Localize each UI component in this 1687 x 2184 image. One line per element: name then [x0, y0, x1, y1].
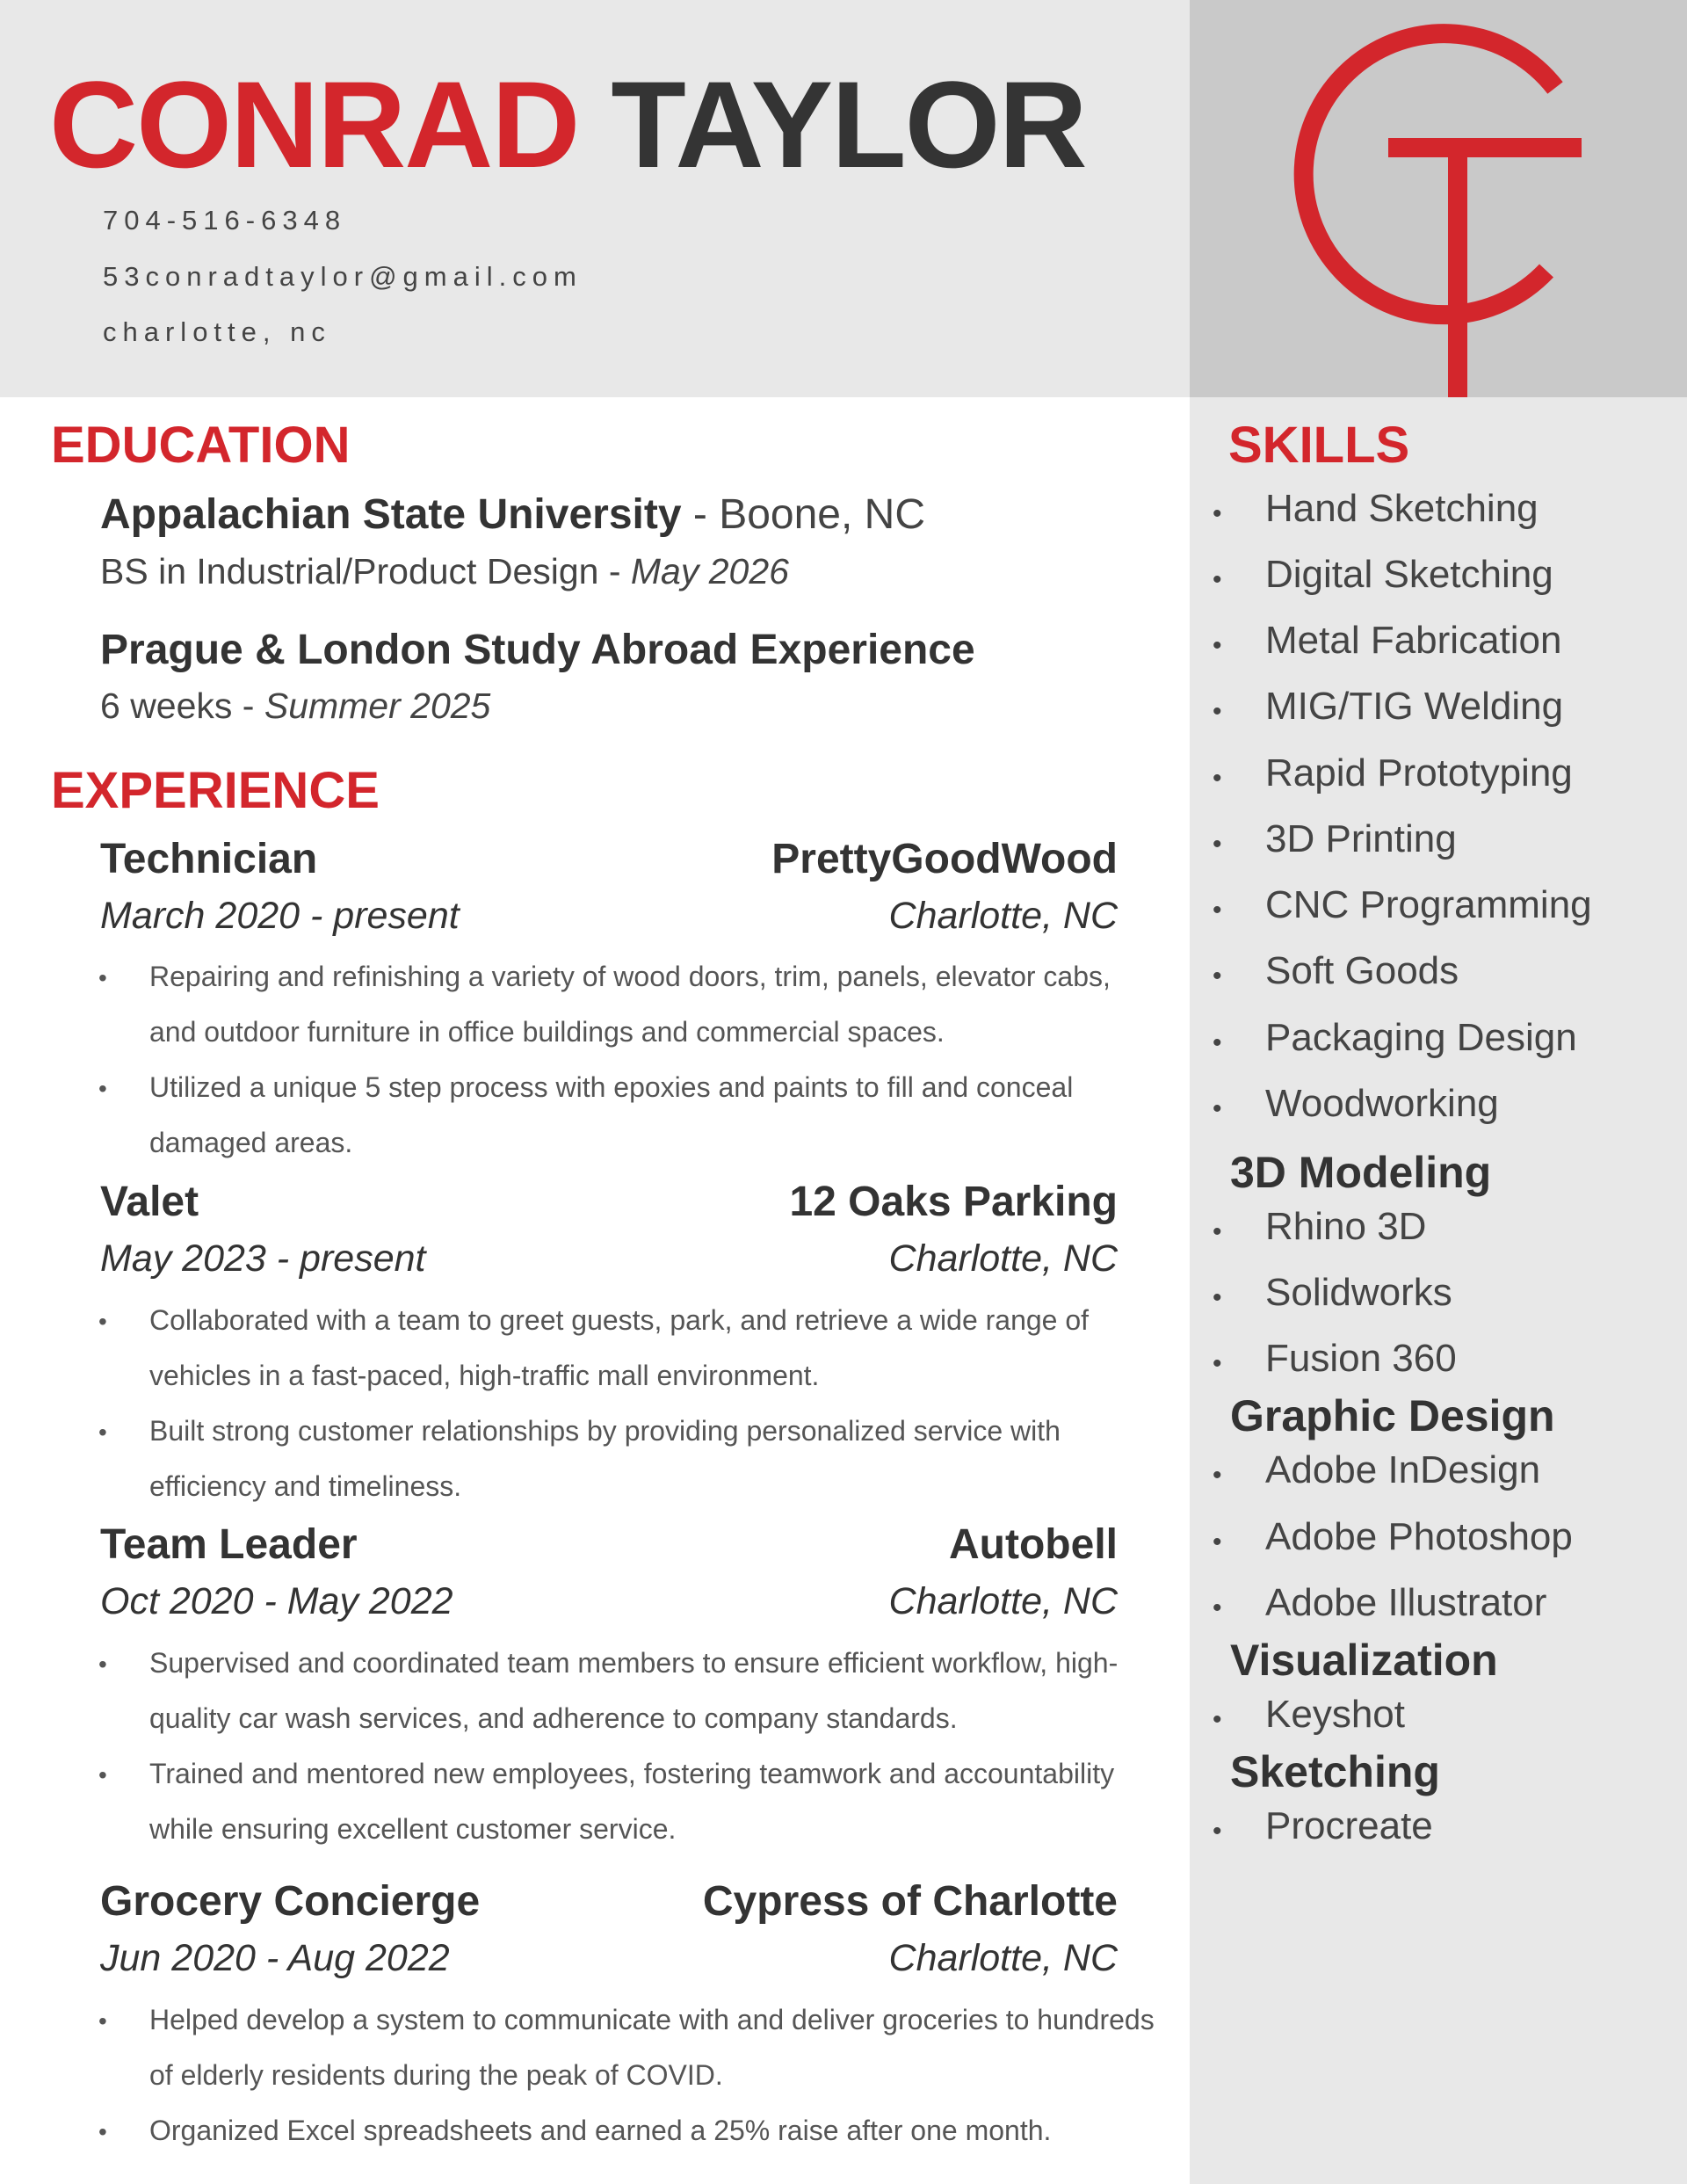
education-degree: [100, 551, 789, 592]
job-dates: Oct 2020 - May 2022: [100, 1580, 453, 1622]
skill-item: 3D Printing: [1265, 817, 1457, 860]
ct-monogram-icon: [1283, 9, 1599, 397]
job-bullet: Repairing and refinishing a variety of wood doors, trim, panels, elevator cabs, and outdoor furniture in office buildings and commercial spaces.: [149, 961, 1111, 1048]
bullet-dot: •: [98, 2007, 107, 2035]
job-bullet: Trained and mentored new employees, fostering teamwork and accountability while ensuring excellent customer service.: [149, 1758, 1115, 1845]
bullet-dot: •: [1213, 1705, 1222, 1734]
skill-item: CNC Programming: [1265, 883, 1592, 926]
skill-item: Keyshot: [1265, 1693, 1405, 1736]
education-school: [100, 490, 925, 539]
bullet-dot: •: [98, 1308, 107, 1335]
degree-text: 6 weeks -: [100, 686, 264, 726]
bullet-dot: •: [1213, 961, 1222, 990]
job-bullet: Helped develop a system to communicate with and deliver groceries to hundreds of elderly residents during the peak of COVID.: [149, 2004, 1155, 2091]
job-role: Technician: [100, 836, 318, 882]
job-dates: March 2020 - present: [100, 895, 460, 937]
bullet-dot: •: [1213, 830, 1222, 859]
job-dates: Jun 2020 - Aug 2022: [100, 1937, 450, 1979]
bullet-dot: •: [1213, 1527, 1222, 1556]
education-degree: [100, 686, 490, 727]
bullet-dot: •: [1213, 565, 1222, 594]
experience-heading: EXPERIENCE: [51, 762, 380, 819]
bullet-dot: •: [1213, 1817, 1222, 1846]
bullet-dot: •: [1213, 1349, 1222, 1378]
skill-item: Rapid Prototyping: [1265, 751, 1573, 795]
candidate-name: [49, 54, 1086, 195]
skill-item: Adobe Illustrator: [1265, 1581, 1547, 1624]
job-role: Grocery Concierge: [100, 1878, 481, 1925]
bullet-dot: •: [98, 1651, 107, 1678]
skill-item: Packaging Design: [1265, 1016, 1577, 1059]
skill-item: Adobe InDesign: [1265, 1448, 1541, 1491]
bullet-dot: •: [1213, 499, 1222, 528]
skill-item: Hand Sketching: [1265, 487, 1539, 530]
job-location: Charlotte, NC: [888, 1937, 1118, 1979]
degree-date: May 2026: [630, 551, 789, 591]
job-bullet: Supervised and coordinated team members to ensure efficient workflow, high-quality car wash services, and adherence to company standards.: [149, 1647, 1119, 1734]
education-school: [100, 626, 975, 674]
bullet-dot: •: [1213, 764, 1222, 793]
job-location: Charlotte, NC: [888, 1580, 1118, 1622]
skill-item: Digital Sketching: [1265, 553, 1553, 596]
job-role: Team Leader: [100, 1521, 358, 1568]
job-dates: May 2023 - present: [100, 1237, 426, 1280]
first-name: CONRAD: [49, 55, 579, 193]
skill-item: Solidworks: [1265, 1271, 1452, 1314]
job-company: Cypress of Charlotte: [702, 1878, 1118, 1925]
last-name: TAYLOR: [611, 55, 1086, 193]
bullet-dot: •: [98, 2118, 107, 2145]
bullet-dot: •: [1213, 631, 1222, 660]
skill-item: Adobe Photoshop: [1265, 1515, 1573, 1558]
skills-heading: SKILLS: [1228, 417, 1410, 474]
skill-item: Fusion 360: [1265, 1337, 1457, 1380]
job-bullet: Utilized a unique 5 step process with epoxies and paints to fill and conceal damaged areas.: [149, 1071, 1074, 1158]
bullet-dot: •: [1213, 1028, 1222, 1057]
skill-item: MIG/TIG Welding: [1265, 685, 1564, 728]
skill-item: Procreate: [1265, 1804, 1433, 1847]
job-company: PrettyGoodWood: [771, 836, 1118, 882]
email-address: 53conradtaylor@gmail.com: [103, 261, 583, 292]
job-location: Charlotte, NC: [888, 1237, 1118, 1280]
job-location: Charlotte, NC: [888, 895, 1118, 937]
school-name: Appalachian State University: [100, 491, 682, 538]
degree-text: BS in Industrial/Product Design -: [100, 551, 631, 591]
skill-group-heading: Visualization: [1230, 1636, 1498, 1685]
bullet-dot: •: [1213, 1283, 1222, 1312]
job-company: Autobell: [949, 1521, 1118, 1568]
bullet-dot: •: [1213, 697, 1222, 726]
skill-item: Rhino 3D: [1265, 1205, 1427, 1248]
bullet-dot: •: [98, 1761, 107, 1789]
job-company: 12 Oaks Parking: [789, 1179, 1118, 1225]
degree-date: Summer 2025: [264, 686, 491, 726]
bullet-dot: •: [1213, 1094, 1222, 1123]
bullet-dot: •: [98, 1075, 107, 1102]
phone-number: 704-516-6348: [103, 205, 347, 236]
education-heading: EDUCATION: [51, 417, 351, 474]
school-name: Prague & London Study Abroad Experience: [100, 627, 975, 673]
job-bullet: Collaborated with a team to greet guests, park, and retrieve a wide range of vehicles in a fast-paced, high-traffic mall environment.: [149, 1304, 1090, 1391]
bullet-dot: •: [1213, 896, 1222, 925]
job-bullet: Built strong customer relationships by providing personalized service with efficiency and timeliness.: [149, 1415, 1061, 1502]
school-place: - Boone, NC: [681, 491, 925, 538]
bullet-dot: •: [98, 1419, 107, 1446]
bullet-dot: •: [1213, 1593, 1222, 1622]
skill-item: Soft Goods: [1265, 949, 1459, 992]
skill-group-heading: Graphic Design: [1230, 1391, 1555, 1440]
job-bullet: Organized Excel spreadsheets and earned a 25% raise after one month.: [149, 2115, 1052, 2146]
skill-group-heading: 3D Modeling: [1230, 1148, 1492, 1197]
skill-group-heading: Sketching: [1230, 1747, 1440, 1796]
location: charlotte, nc: [103, 316, 331, 347]
bullet-dot: •: [1213, 1461, 1222, 1490]
job-role: Valet: [100, 1179, 199, 1225]
bullet-dot: •: [1213, 1217, 1222, 1246]
skill-item: Woodworking: [1265, 1082, 1499, 1125]
bullet-dot: •: [98, 964, 107, 991]
skill-item: Metal Fabrication: [1265, 619, 1562, 662]
